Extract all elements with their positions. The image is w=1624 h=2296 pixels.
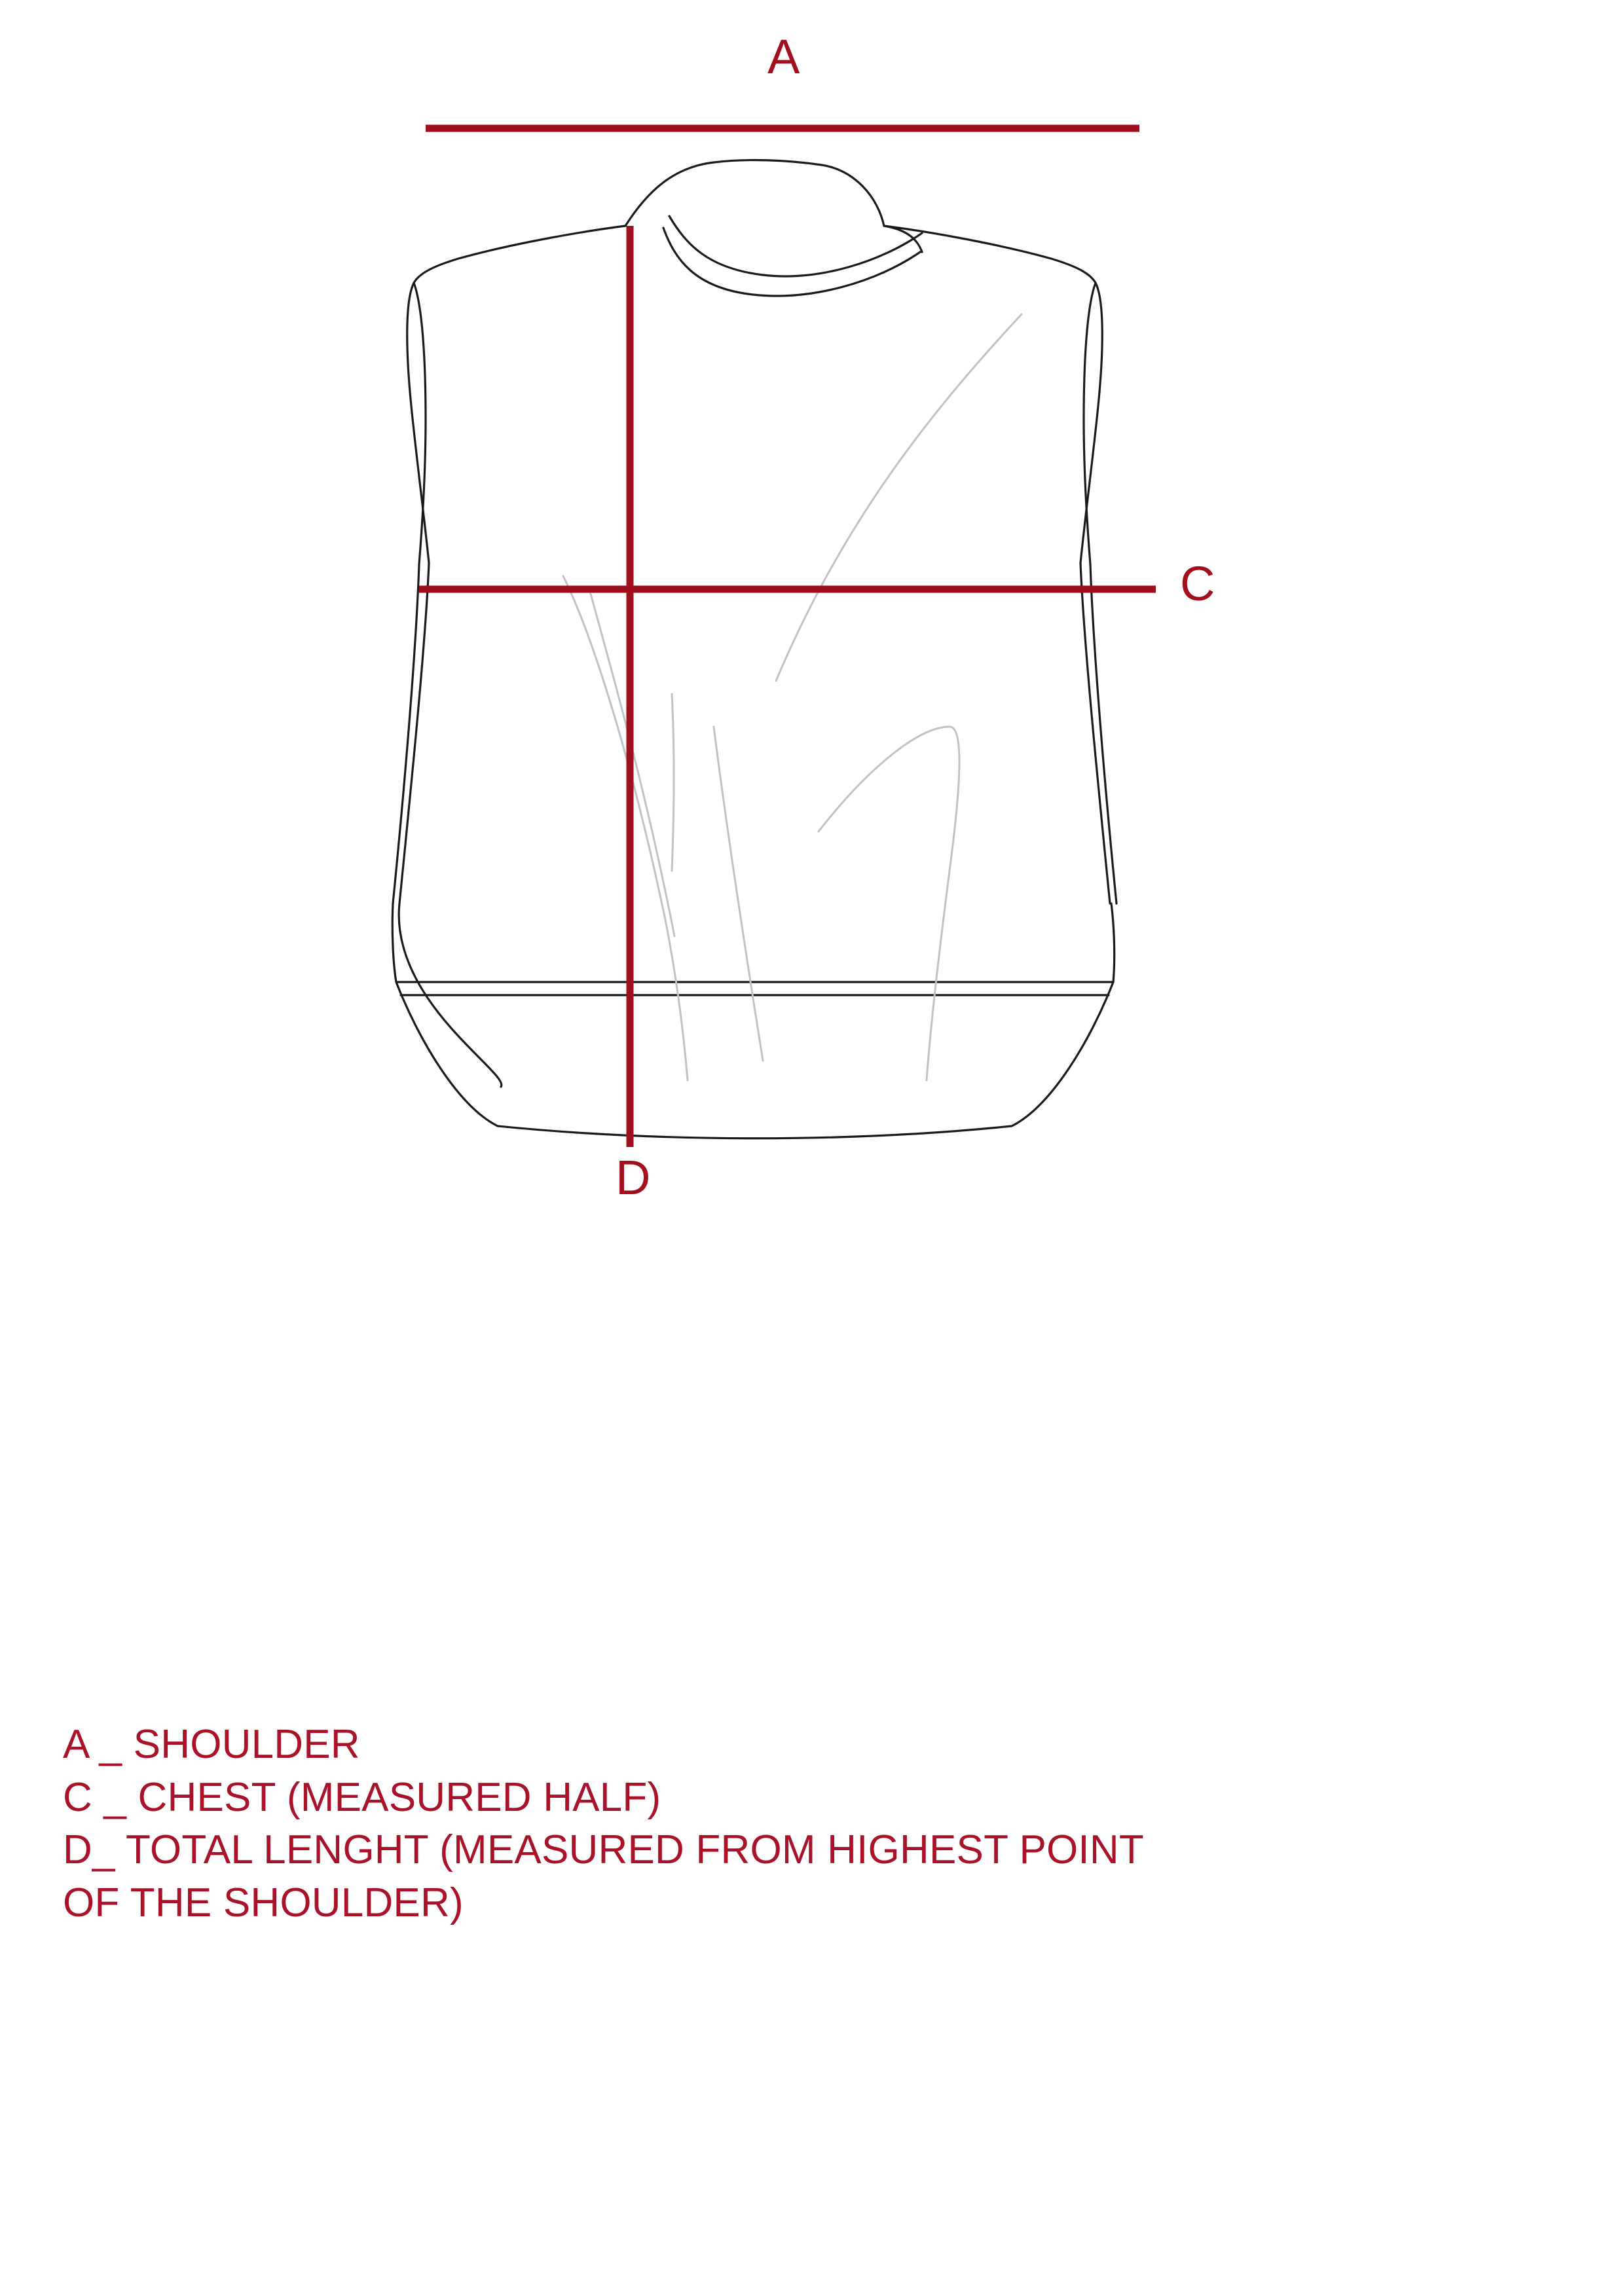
measure-label-a: A	[767, 29, 800, 84]
legend-line-length: D_ TOTAL LENGHT (MEASURED FROM HIGHEST POINT	[63, 1827, 1144, 1873]
measure-label-d: D	[616, 1150, 651, 1205]
legend-line-shoulder: A _ SHOULDER	[63, 1722, 360, 1767]
legend-line-chest: C _ CHEST (MEASURED HALF)	[63, 1774, 661, 1820]
garment-outline	[392, 160, 1116, 1139]
legend-line-length-cont: OF THE SHOULDER)	[63, 1880, 464, 1925]
measure-label-c: C	[1180, 556, 1215, 611]
measurement-legend	[63, 1719, 1569, 1929]
